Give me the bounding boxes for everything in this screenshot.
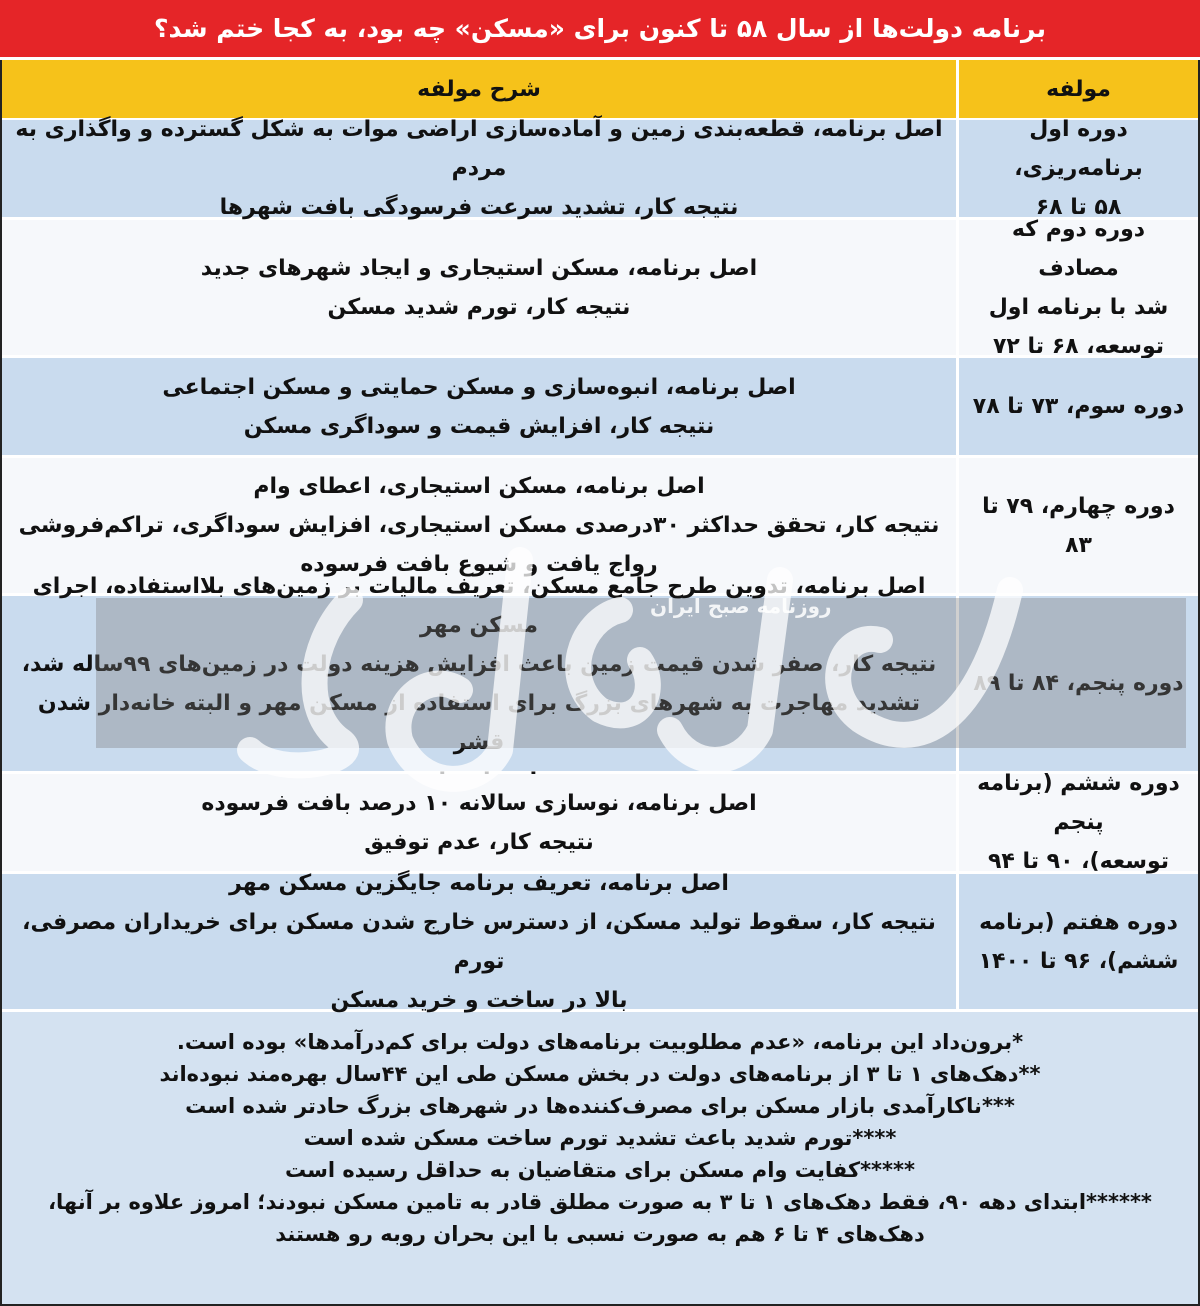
- row-2-label: دوره دوم که مصادف شد با برنامه اول توسعه، ۶۸ تا ۷۲: [956, 220, 1198, 358]
- row-4-description: اصل برنامه، مسکن استیجاری، اعطای وام نتیجه کار، تحقق حداکثر ۳۰درصدی مسکن استیجاری، افزایش سوداگری، تراکم‌فروشی رواج یافت و شیوع بافت فرسوده: [2, 458, 956, 596]
- watermark-brand: روزنامه صبح ایران: [650, 594, 832, 618]
- footnote-4: ****تورم شدید باعث تشدید تورم ساخت مسکن شده است: [303, 1126, 897, 1150]
- row-3-label: دوره سوم، ۷۳ تا ۷۸: [956, 358, 1198, 458]
- row-4-label: دوره چهارم، ۷۹ تا ۸۳: [956, 458, 1198, 596]
- footnote-3: ***ناکارآمدی بازار مسکن برای مصرف‌کننده‌ها در شهرهای بزرگ حادتر شده است: [185, 1094, 1015, 1118]
- footnote-1: *برون‌داد این برنامه، «عدم مطلوبیت برنامه‌های دولت برای کم‌درآمدها» بوده است.: [176, 1030, 1024, 1054]
- header-component: مولفه: [956, 60, 1198, 120]
- row-6-label: دوره ششم (برنامه پنجم توسعه)، ۹۰ تا ۹۴: [956, 774, 1198, 874]
- housing-programs-table: [0, 60, 1200, 1012]
- header-description: شرح مولفه: [2, 60, 956, 120]
- row-5-label: دوره پنجم، ۸۴ تا ۸۹: [956, 596, 1198, 774]
- row-3-description: اصل برنامه، انبوه‌سازی و مسکن حمایتی و مسکن اجتماعی نتیجه کار، افزایش قیمت و سوداگری مسکن: [2, 358, 956, 458]
- page-title: برنامه دولت‌ها از سال ۵۸ تا کنون برای «مسکن» چه بود، به کجا ختم شد؟: [0, 0, 1200, 60]
- footnote-2: **دهک‌های ۱ تا ۳ از برنامه‌های دولت در بخش مسکن طی این ۴۴سال بهره‌مند نبوده‌اند: [159, 1062, 1041, 1086]
- row-1-label: دوره اول برنامه‌ریزی، ۵۸ تا ۶۸: [956, 120, 1198, 220]
- row-6-description: اصل برنامه، نوسازی سالانه ۱۰ درصد بافت فرسوده نتیجه کار، عدم توفیق: [2, 774, 956, 874]
- row-7-description: اصل برنامه، تعریف برنامه جایگزین مسکن مهر نتیجه کار، سقوط تولید مسکن، از دسترس خارج شدن مسکن برای خریداران مصرفی، تورم بالا در ساخت و خرید مسکن: [2, 874, 956, 1012]
- row-7-label: دوره هفتم (برنامه ششم)، ۹۶ تا ۱۴۰۰: [956, 874, 1198, 1012]
- row-2-description: اصل برنامه، مسکن استیجاری و ایجاد شهرهای جدید نتیجه کار، تورم شدید مسکن: [2, 220, 956, 358]
- footnote-6-continued: دهک‌های ۴ تا ۶ هم به صورت نسبی با این بحران روبه رو هستند: [275, 1222, 925, 1246]
- row-5-description: اصل برنامه، تدوین طرح جامع مسکن، تعریف مالیات بر زمین‌های بلااستفاده، اجرای مسکن مهر نتیجه کار، صفر شدن قیمت زمین باعث افزایش هزینه دولت در زمین‌های ۹۹ساله شد، تشدید مهاجرت به شهرهای بزرگ برای استفاده از مسکن مهر و البته خانه‌دار شدن قشر: [2, 596, 956, 774]
- footnote-5: *****کفایت وام مسکن برای متقاضیان به حداقل رسیده است: [285, 1158, 915, 1182]
- footnotes: [0, 1012, 1200, 1306]
- row-1-description: اصل برنامه، قطعه‌بندی زمین و آماده‌سازی اراضی موات به شکل گسترده و واگذاری به مردم نتیجه کار، تشدید سرعت فرسودگی بافت شهرها: [2, 120, 956, 220]
- footnote-6: ******ابتدای دهه ۹۰، فقط دهک‌های ۱ تا ۳ به صورت مطلق قادر به تامین مسکن نبودند؛ امروز علاوه بر آنها،: [48, 1190, 1152, 1214]
